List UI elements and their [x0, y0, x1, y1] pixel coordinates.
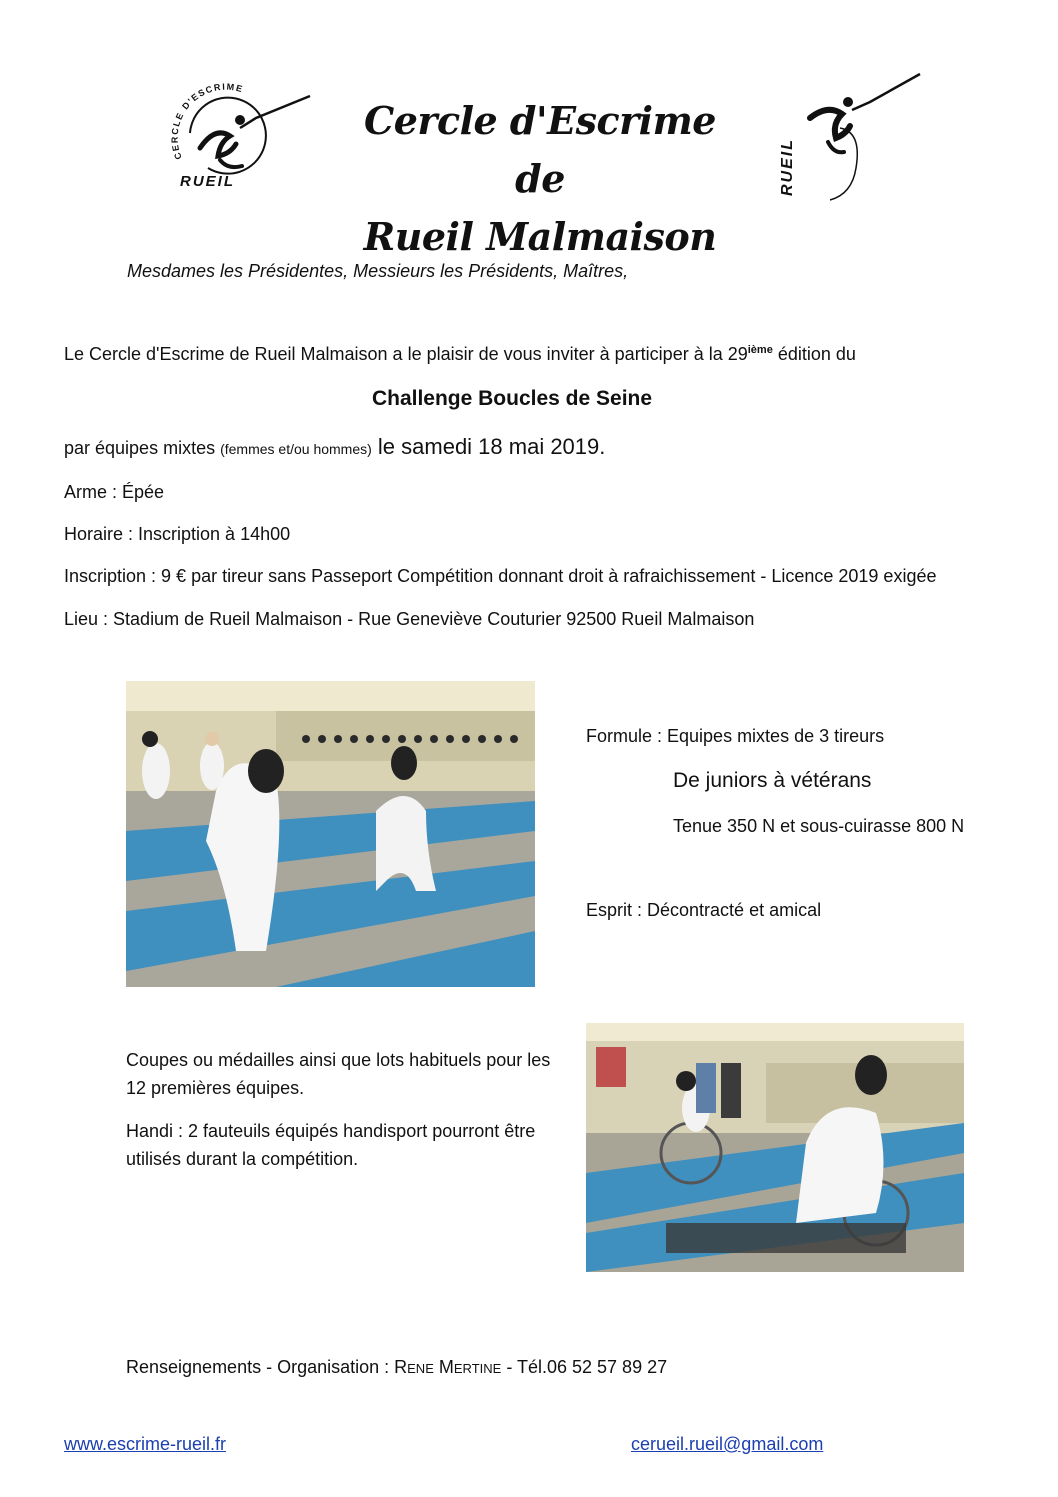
club-title [340, 92, 740, 266]
fencer-logo-icon [160, 78, 320, 198]
contact-prefix: Renseignements - Organisation : [126, 1357, 395, 1377]
club-logo-right [770, 68, 930, 218]
organizer-name: Rene Mertine [394, 1357, 502, 1377]
website-link[interactable]: www.escrime-rueil.fr [64, 1434, 227, 1454]
contact-phone: - Tél.06 52 57 89 27 [501, 1357, 668, 1377]
teams-prefix: par équipes mixtes [64, 438, 221, 458]
club-title-line-2: Rueil Malmaison [363, 214, 717, 259]
greeting: Mesdames les Présidentes, Messieurs les Présidents, Maîtres, [127, 261, 629, 281]
spirit-line: Esprit : Décontracté et amical [586, 900, 822, 920]
teams-line [64, 436, 605, 460]
fencer-logo-icon [770, 68, 930, 218]
event-date: le samedi 18 mai 2019. [371, 434, 606, 459]
handi-paragraph: Handi : 2 fauteuils équipés handisport pourront être utilisés durant la compétition. [126, 1121, 536, 1169]
registration-line: Inscription : 9 € par tireur sans Passeport Compétition donnant droit à rafraichissement - Licence 2019 exigée [64, 566, 937, 586]
club-logo-left [160, 78, 320, 198]
equipment-line: Tenue 350 N et sous-cuirasse 800 N [673, 816, 965, 836]
fencing-hall-image [126, 681, 535, 987]
wheelchair-fencing-photo [586, 1023, 964, 1272]
weapon-line: Arme : Épée [64, 482, 165, 502]
event-title: Challenge Boucles de Seine [371, 387, 653, 410]
wheelchair-fencing-image [586, 1023, 964, 1272]
intro-text-end: édition du [772, 344, 856, 364]
email-link[interactable]: cerueil.rueil@gmail.com [631, 1434, 824, 1454]
club-title-line-1: Cercle d'Escrime de [364, 98, 716, 201]
logo-wordmark-right: RUEIL [779, 138, 796, 196]
schedule-line: Horaire : Inscription à 14h00 [64, 524, 291, 544]
intro-text: Le Cercle d'Escrime de Rueil Malmaison a le plaisir de vous inviter à participer à la 29 [64, 344, 748, 364]
teams-parenthetical: (femmes et/ou hommes) [220, 441, 372, 457]
intro-paragraph [64, 343, 856, 365]
fencing-photo [126, 681, 535, 987]
prizes-paragraph: Coupes ou médailles ainsi que lots habituels pour les 12 premières équipes. [126, 1050, 551, 1098]
logo-arc-text: CERCLE D'ESCRIME [169, 81, 245, 161]
logo-wordmark-left: RUEIL [180, 173, 235, 190]
venue-line: Lieu : Stadium de Rueil Malmaison - Rue Geneviève Couturier 92500 Rueil Malmaison [64, 609, 755, 629]
contact-line [126, 1356, 667, 1378]
format-line: Formule : Equipes mixtes de 3 tireurs [586, 726, 885, 746]
level-line: De juniors à vétérans [673, 769, 872, 792]
ordinal-suffix: ième [747, 344, 773, 356]
